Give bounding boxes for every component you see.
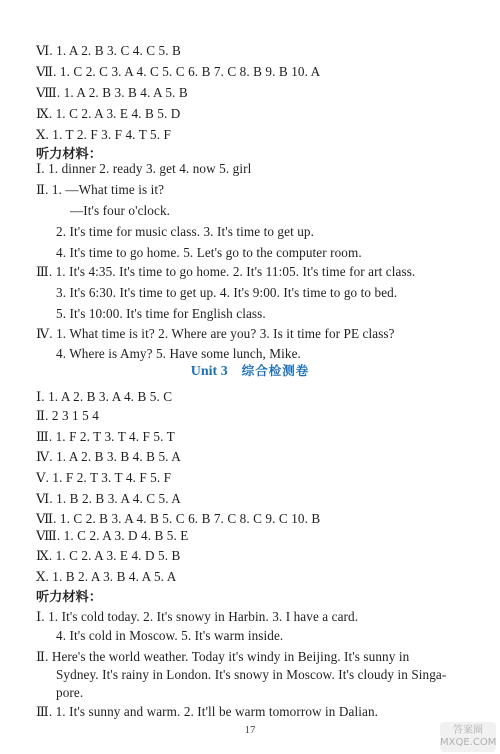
listening-line: 4. It's time to go home. 5. Let's go to the computer room. — [56, 245, 362, 260]
answer-line-vii: Ⅶ. 1. C 2. C 3. A 4. C 5. C 6. B 7. C 8. B 9. B 10. A — [36, 64, 321, 79]
answer-line: Ⅱ. 2 3 1 5 4 — [36, 408, 99, 423]
answer-line: Ⅲ. 1. F 2. T 3. T 4. F 5. T — [36, 429, 175, 444]
listening-heading: 听力材料： — [36, 590, 102, 605]
unit-title-text: Unit 3 — [190, 364, 228, 379]
answer-line: Ⅳ. 1. A 2. B 3. B 4. B 5. A — [36, 449, 181, 464]
answer-line-vi: Ⅵ. 1. A 2. B 3. C 4. C 5. B — [36, 43, 181, 58]
listening-line: 4. Where is Amy? 5. Have some lunch, Mike. — [56, 346, 301, 361]
listening-line: Ⅱ. Here's the world weather. Today it's windy in Beijing. It's sunny in — [36, 649, 410, 664]
answer-line: Ⅴ. 1. F 2. T 3. T 4. F 5. F — [36, 470, 172, 485]
answer-line: Ⅰ. 1. A 2. B 3. A 4. B 5. C — [36, 389, 173, 404]
listening-heading: 听力材料： — [36, 147, 102, 162]
unit-subtitle: 综合检测卷 — [241, 363, 310, 378]
answer-line-ix: Ⅸ. 1. C 2. A 3. E 4. B 5. D — [36, 106, 181, 121]
listening-line: Sydney. It's rainy in London. It's snowy in Moscow. It's cloudy in Singa- — [56, 667, 447, 682]
listening-line: 2. It's time for music class. 3. It's time to get up. — [56, 224, 315, 239]
answer-line-x: Ⅹ. 1. T 2. F 3. F 4. T 5. F — [36, 127, 171, 142]
listening-line: Ⅳ. 1. What time is it? 2. Where are you? 3. Is it time for PE class? — [36, 326, 395, 341]
listening-line: —It's four o'clock. — [70, 203, 171, 218]
listening-line: Ⅱ. 1. —What time is it? — [36, 182, 165, 197]
page-number: 17 — [244, 724, 256, 736]
listening-line: 3. It's 6:30. It's time to get up. 4. It's 9:00. It's time to go to bed. — [56, 285, 398, 300]
listening-line: 5. It's 10:00. It's time for English class. — [56, 306, 266, 321]
listening-line: pore. — [56, 685, 84, 700]
watermark-logo — [440, 722, 496, 752]
answer-line: Ⅸ. 1. C 2. A 3. E 4. D 5. B — [36, 548, 181, 563]
listening-line: Ⅰ. 1. It's cold today. 2. It's snowy in Harbin. 3. I have a card. — [36, 609, 359, 624]
listening-line: Ⅲ. 1. It's sunny and warm. 2. It'll be warm tomorrow in Dalian. — [36, 704, 379, 719]
answer-line: Ⅷ. 1. C 2. A 3. D 4. B 5. E — [36, 528, 189, 543]
answer-line: Ⅹ. 1. B 2. A 3. B 4. A 5. A — [36, 569, 177, 584]
answer-line-viii: Ⅷ. 1. A 2. B 3. B 4. A 5. B — [36, 85, 188, 100]
listening-line: 4. It's cold in Moscow. 5. It's warm inside. — [56, 628, 284, 643]
answer-line: Ⅶ. 1. C 2. B 3. A 4. B 5. C 6. B 7. C 8. C 9. C 10. B — [36, 511, 321, 526]
listening-line: Ⅰ. 1. dinner 2. ready 3. get 4. now 5. girl — [36, 161, 252, 176]
unit-title — [0, 361, 500, 382]
watermark-text: 答案圈 MXQE.COM — [440, 725, 497, 748]
listening-line: Ⅲ. 1. It's 4:35. It's time to go home. 2. It's 11:05. It's time for art class. — [36, 264, 416, 279]
answer-line: Ⅵ. 1. B 2. B 3. A 4. C 5. A — [36, 491, 181, 506]
